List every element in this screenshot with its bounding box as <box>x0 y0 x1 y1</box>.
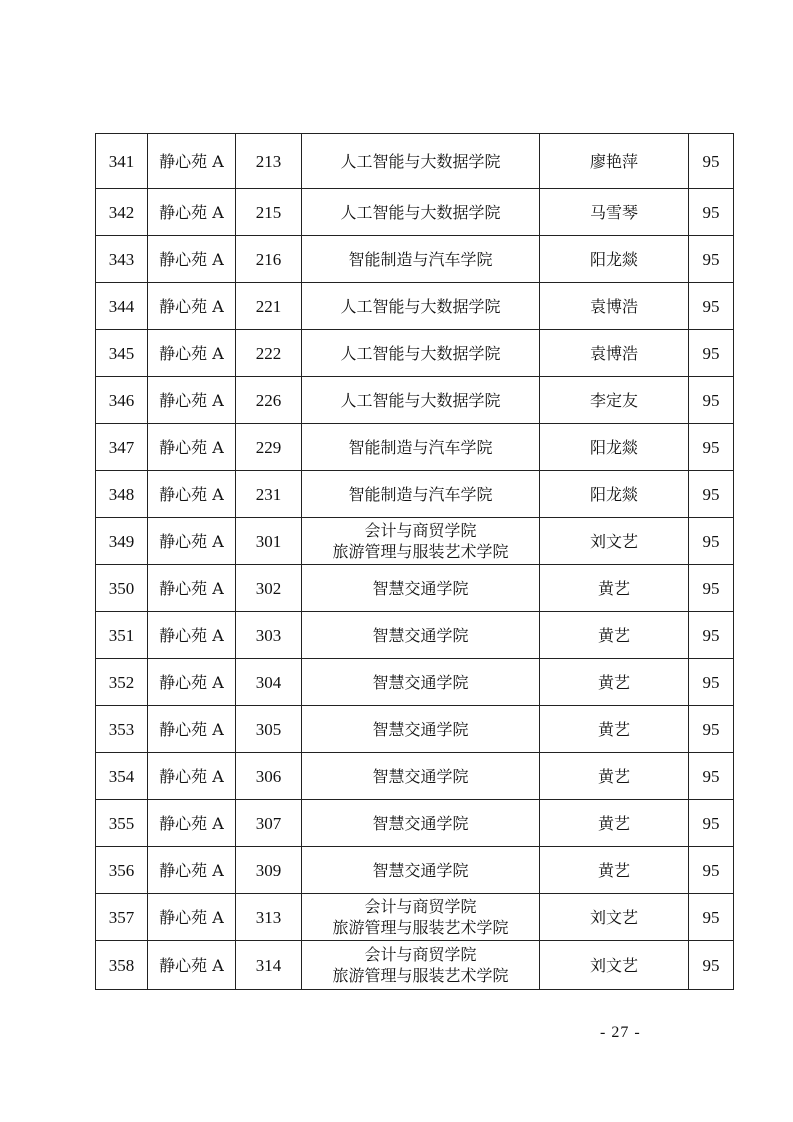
responsible-person-cell: 黄艺 <box>540 659 689 706</box>
score-cell: 95 <box>689 283 734 330</box>
building-cell: 静心苑 A <box>148 753 236 800</box>
score-cell: 95 <box>689 424 734 471</box>
college-name: 旅游管理与服装艺术学院 <box>332 966 509 985</box>
row-number-cell: 353 <box>96 706 148 753</box>
page-number: - 27 - <box>600 1024 641 1041</box>
college-name: 智慧交通学院 <box>372 625 469 645</box>
building-cell: 静心苑 A <box>148 659 236 706</box>
row-number-cell: 349 <box>96 518 148 565</box>
college-name: 旅游管理与服装艺术学院 <box>332 542 509 561</box>
room-number-cell: 309 <box>236 847 302 894</box>
responsible-person-cell: 黄艺 <box>540 800 689 847</box>
college-cell <box>302 753 540 800</box>
table-row <box>96 706 734 753</box>
table-row <box>96 471 734 518</box>
score-cell: 95 <box>689 189 734 236</box>
row-number-cell: 348 <box>96 471 148 518</box>
building-cell: 静心苑 A <box>148 283 236 330</box>
building-cell: 静心苑 A <box>148 612 236 659</box>
responsible-person-cell: 黄艺 <box>540 565 689 612</box>
college-name: 人工智能与大数据学院 <box>340 390 501 410</box>
building-cell: 静心苑 A <box>148 565 236 612</box>
college-cell <box>302 612 540 659</box>
room-number-cell: 313 <box>236 894 302 941</box>
college-name: 人工智能与大数据学院 <box>340 151 501 171</box>
college-name: 人工智能与大数据学院 <box>340 202 501 222</box>
row-number-cell: 350 <box>96 565 148 612</box>
college-cell <box>302 847 540 894</box>
room-number-cell: 231 <box>236 471 302 518</box>
table-row <box>96 330 734 377</box>
room-number-cell: 314 <box>236 941 302 990</box>
row-number-cell: 345 <box>96 330 148 377</box>
building-cell: 静心苑 A <box>148 189 236 236</box>
table-row <box>96 189 734 236</box>
college-name: 人工智能与大数据学院 <box>340 296 501 316</box>
responsible-person-cell: 李定友 <box>540 377 689 424</box>
college-name: 会计与商贸学院 <box>364 521 477 540</box>
score-cell: 95 <box>689 377 734 424</box>
college-cell <box>302 706 540 753</box>
college-cell <box>302 800 540 847</box>
table-row <box>96 894 734 941</box>
responsible-person-cell: 黄艺 <box>540 612 689 659</box>
room-number-cell: 213 <box>236 134 302 189</box>
college-name: 智慧交通学院 <box>372 813 469 833</box>
table-row <box>96 659 734 706</box>
room-number-cell: 307 <box>236 800 302 847</box>
college-name: 智能制造与汽车学院 <box>348 437 493 457</box>
dormitory-score-table <box>95 133 734 990</box>
room-number-cell: 305 <box>236 706 302 753</box>
college-name: 智慧交通学院 <box>372 672 469 692</box>
row-number-cell: 352 <box>96 659 148 706</box>
table-row <box>96 612 734 659</box>
college-cell <box>302 424 540 471</box>
building-cell: 静心苑 A <box>148 236 236 283</box>
responsible-person-cell: 黄艺 <box>540 706 689 753</box>
score-cell: 95 <box>689 753 734 800</box>
score-cell: 95 <box>689 894 734 941</box>
score-cell: 95 <box>689 706 734 753</box>
row-number-cell: 356 <box>96 847 148 894</box>
responsible-person-cell: 袁博浩 <box>540 283 689 330</box>
score-cell: 95 <box>689 236 734 283</box>
score-cell: 95 <box>689 134 734 189</box>
table-row <box>96 753 734 800</box>
responsible-person-cell: 廖艳萍 <box>540 134 689 189</box>
score-cell: 95 <box>689 471 734 518</box>
building-cell: 静心苑 A <box>148 471 236 518</box>
row-number-cell: 346 <box>96 377 148 424</box>
college-cell <box>302 471 540 518</box>
college-cell <box>302 941 540 990</box>
row-number-cell: 347 <box>96 424 148 471</box>
building-cell: 静心苑 A <box>148 134 236 189</box>
building-cell: 静心苑 A <box>148 847 236 894</box>
score-cell: 95 <box>689 565 734 612</box>
room-number-cell: 216 <box>236 236 302 283</box>
room-number-cell: 303 <box>236 612 302 659</box>
college-name: 智能制造与汽车学院 <box>348 484 493 504</box>
building-cell: 静心苑 A <box>148 800 236 847</box>
college-cell <box>302 377 540 424</box>
building-cell: 静心苑 A <box>148 894 236 941</box>
responsible-person-cell: 黄艺 <box>540 753 689 800</box>
building-cell: 静心苑 A <box>148 518 236 565</box>
room-number-cell: 306 <box>236 753 302 800</box>
responsible-person-cell: 袁博浩 <box>540 330 689 377</box>
college-name: 会计与商贸学院 <box>364 897 477 916</box>
responsible-person-cell: 阳龙燚 <box>540 471 689 518</box>
score-cell: 95 <box>689 612 734 659</box>
college-cell <box>302 518 540 565</box>
room-number-cell: 229 <box>236 424 302 471</box>
table-row <box>96 565 734 612</box>
responsible-person-cell: 黄艺 <box>540 847 689 894</box>
score-cell: 95 <box>689 659 734 706</box>
building-cell: 静心苑 A <box>148 424 236 471</box>
responsible-person-cell: 阳龙燚 <box>540 236 689 283</box>
score-cell: 95 <box>689 941 734 990</box>
college-cell <box>302 330 540 377</box>
table-row <box>96 800 734 847</box>
room-number-cell: 222 <box>236 330 302 377</box>
table-row <box>96 847 734 894</box>
score-cell: 95 <box>689 800 734 847</box>
row-number-cell: 351 <box>96 612 148 659</box>
college-cell <box>302 659 540 706</box>
table-body <box>96 134 734 990</box>
building-cell: 静心苑 A <box>148 377 236 424</box>
room-number-cell: 301 <box>236 518 302 565</box>
table-row <box>96 424 734 471</box>
college-name: 智慧交通学院 <box>372 860 469 880</box>
responsible-person-cell: 刘文艺 <box>540 941 689 990</box>
dormitory-score-table-container <box>95 133 733 990</box>
college-cell <box>302 236 540 283</box>
row-number-cell: 354 <box>96 753 148 800</box>
room-number-cell: 226 <box>236 377 302 424</box>
row-number-cell: 355 <box>96 800 148 847</box>
college-name: 智慧交通学院 <box>372 766 469 786</box>
building-cell: 静心苑 A <box>148 941 236 990</box>
table-row <box>96 283 734 330</box>
table-row <box>96 236 734 283</box>
row-number-cell: 343 <box>96 236 148 283</box>
college-name: 会计与商贸学院 <box>364 945 477 964</box>
table-row <box>96 134 734 189</box>
college-name: 智慧交通学院 <box>372 719 469 739</box>
room-number-cell: 304 <box>236 659 302 706</box>
college-cell <box>302 134 540 189</box>
responsible-person-cell: 阳龙燚 <box>540 424 689 471</box>
score-cell: 95 <box>689 330 734 377</box>
college-cell <box>302 283 540 330</box>
college-name: 智能制造与汽车学院 <box>348 249 493 269</box>
row-number-cell: 358 <box>96 941 148 990</box>
row-number-cell: 341 <box>96 134 148 189</box>
college-cell <box>302 565 540 612</box>
room-number-cell: 302 <box>236 565 302 612</box>
responsible-person-cell: 刘文艺 <box>540 894 689 941</box>
table-row <box>96 518 734 565</box>
row-number-cell: 357 <box>96 894 148 941</box>
responsible-person-cell: 马雪琴 <box>540 189 689 236</box>
score-cell: 95 <box>689 518 734 565</box>
table-row <box>96 377 734 424</box>
building-cell: 静心苑 A <box>148 706 236 753</box>
row-number-cell: 342 <box>96 189 148 236</box>
room-number-cell: 215 <box>236 189 302 236</box>
building-cell: 静心苑 A <box>148 330 236 377</box>
table-row <box>96 941 734 990</box>
room-number-cell: 221 <box>236 283 302 330</box>
college-name: 旅游管理与服装艺术学院 <box>332 918 509 937</box>
college-cell <box>302 189 540 236</box>
responsible-person-cell: 刘文艺 <box>540 518 689 565</box>
college-name: 智慧交通学院 <box>372 578 469 598</box>
row-number-cell: 344 <box>96 283 148 330</box>
college-name: 人工智能与大数据学院 <box>340 343 501 363</box>
college-cell <box>302 894 540 941</box>
score-cell: 95 <box>689 847 734 894</box>
